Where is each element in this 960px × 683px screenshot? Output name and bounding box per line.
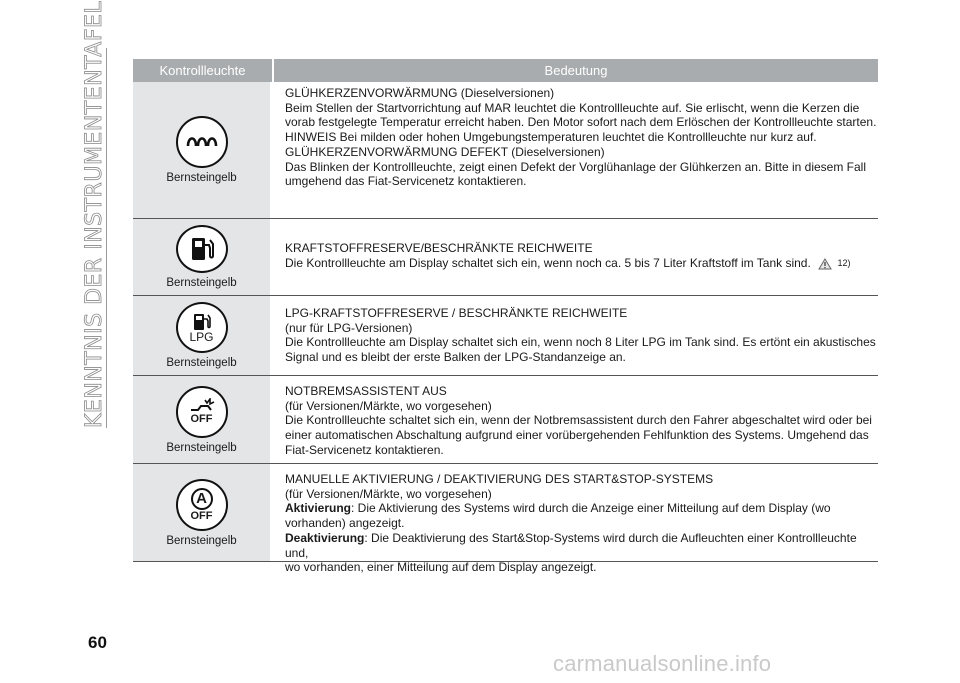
icon-color-label: Bernsteingelb	[166, 441, 237, 454]
auto-letter: A	[191, 488, 213, 510]
text-line: wo vorhanden, einer Mitteilung auf dem Display angezeigt.	[285, 560, 597, 575]
text-line	[285, 531, 878, 560]
icon-color-label: Bernsteingelb	[166, 172, 237, 184]
table-row	[133, 219, 878, 296]
table-row	[133, 296, 878, 376]
text-line: GLÜHKERZENVORWÄRMUNG (Dieselversionen)	[285, 86, 555, 100]
lpg-text: LPG	[189, 329, 214, 344]
icon-cell	[133, 376, 272, 463]
meaning-cell	[272, 296, 878, 375]
deactivation-text: : Die Deaktivierung des Start&Stop-Systems wird durch die Aufleuchten einer Kontrollleuchte und,	[285, 530, 857, 560]
text-line: einer automatischen Abschaltung aufgrund einer vorübergehenden Fehlfunktion des Systems. Umgehend das	[285, 428, 869, 443]
text-line: NOTBREMSASSISTENT AUS	[285, 384, 447, 398]
warning-triangle-icon	[818, 258, 832, 270]
deactivation-label: Deaktivierung	[285, 530, 365, 545]
reference-number: 12)	[837, 258, 851, 269]
text-line: vorhanden) angezeigt.	[285, 516, 405, 531]
text-line: umgehend das Fiat-Servicenetz kontaktieren.	[285, 174, 527, 189]
text-line: Das Blinken der Kontrollleuchte, zeigt einen Defekt der Vorglühanlage der Glühkerzen an. Bitte in diesem Fall	[285, 159, 866, 174]
text-line: KRAFTSTOFFRESERVE/BESCHRÄNKTE REICHWEITE	[285, 241, 593, 255]
text-line: (für Versionen/Märkte, wo vorgesehen)	[285, 486, 492, 501]
text-line: (nur für LPG-Versionen)	[285, 320, 413, 335]
text-line	[285, 501, 878, 516]
text-line	[285, 256, 878, 271]
icon-color-label: Bernsteingelb	[166, 357, 237, 369]
page-number: 60	[88, 633, 107, 652]
section-side-title: KENNTNIS DER INSTRUMENTENTAFEL	[82, 0, 107, 428]
text-line: LPG-KRAFTSTOFFRESERVE / BESCHRÄNKTE REICHWEITE	[285, 306, 628, 320]
text-line: Signal und es bleibt der erste Balken der LPG-Standanzeige an.	[285, 350, 626, 365]
text-line: GLÜHKERZENVORWÄRMUNG DEFEKT (Dieselversionen)	[285, 144, 605, 159]
icon-color-label: Bernsteingelb	[166, 277, 237, 289]
text-line: vorab festgelegte Temperatur erreicht haben. Den Motor sofort nach dem Erlöschen der Kontrollleuchte starten.	[285, 115, 877, 130]
text-line: Die Kontrollleuchte schaltet sich ein, wenn der Notbremsassistent durch den Fahrer abgeschaltet wird oder bei	[285, 413, 872, 428]
table-row	[133, 82, 878, 219]
meaning-cell	[272, 376, 878, 463]
start-stop-off-icon	[176, 479, 228, 531]
glow-plug-icon	[176, 116, 228, 168]
text-line: (für Versionen/Märkte, wo vorgesehen)	[285, 398, 492, 413]
watermark-text: carmanualsonline.info	[553, 651, 772, 676]
warning-light-table	[133, 59, 878, 575]
meaning-cell	[272, 464, 878, 575]
text-line: Fiat-Servicenetz kontaktieren.	[285, 442, 444, 457]
text-fragment: Die Kontrollleuchte am Display schaltet sich ein, wenn noch ca. 5 bis 7 Liter Kraftstoff im Tank sind.	[285, 255, 811, 270]
meaning-cell	[272, 82, 878, 218]
emergency-brake-off-icon	[176, 386, 228, 438]
text-line: MANUELLE AKTIVIERUNG / DEAKTIVIERUNG DES START&STOP-SYSTEMS	[285, 472, 714, 486]
table-row	[133, 464, 878, 575]
activation-text: : Die Aktivierung des Systems wird durch die Anzeige einer Mitteilung auf dem Display (wo	[351, 501, 831, 516]
fuel-pump-icon	[176, 225, 228, 273]
text-line: Beim Stellen der Startvorrichtung auf MAR leuchtet die Kontrollleuchte auf. Sie erlischt, wenn die Kerzen die	[285, 100, 860, 115]
icon-color-label: Bernsteingelb	[166, 534, 237, 547]
icon-cell	[133, 296, 272, 375]
off-text: OFF	[190, 509, 213, 522]
lpg-fuel-icon	[176, 302, 228, 353]
icon-cell	[133, 464, 272, 561]
icon-cell	[133, 82, 272, 218]
header-bedeutung: Bedeutung	[544, 63, 608, 78]
header-kontrollleuchte: Kontrollleuchte	[133, 59, 274, 82]
table-header	[133, 59, 878, 82]
table-row	[133, 376, 878, 464]
activation-label: Aktivierung	[285, 501, 352, 516]
icon-cell	[133, 219, 272, 295]
text-line: Die Kontrollleuchte am Display schaltet sich ein, wenn noch 8 Liter LPG im Tank sind. Es ertönt ein akustisches	[285, 335, 876, 350]
text-line: HINWEIS Bei milden oder hohen Umgebungstemperaturen leuchtet die Kontrollleuchte nur kurz auf.	[285, 130, 817, 145]
meaning-cell	[272, 219, 878, 295]
off-text: OFF	[190, 413, 213, 425]
